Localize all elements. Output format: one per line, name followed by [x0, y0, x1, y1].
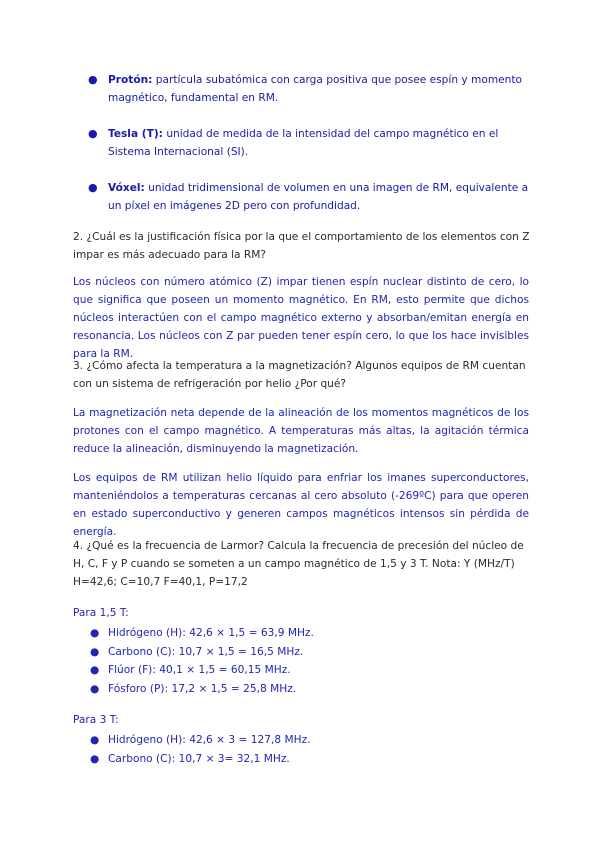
- bullet-icon: ●: [90, 627, 100, 639]
- answer-2: Los núcleos con número atómico (Z) impar tienen espín nuclear distinto de cero, lo que significa que poseen un momento magnético. En RM, esto permite que dichos núcleos interactúen con el campo magnético externo y absorban/emitan energía en resonancia. Los núcleos con Z par pueden tener espín cero, lo que los hace invisibles para la RM.: [73, 276, 529, 360]
- definition-text: unidad de medida de la intensidad del campo magnético en el Sistema Internacional (SI).: [108, 128, 499, 158]
- calc-text: Fósforo (P): 17,2 × 1,5 = 25,8 MHz.: [108, 682, 297, 695]
- definition-item: [88, 71, 530, 107]
- field-3t-heading: Para 3 T:: [73, 714, 119, 726]
- answer-3-paragraph-1: La magnetización neta depende de la alineación de los momentos magnéticos de los protones con el campo magnético. A temperaturas más altas, la agitación térmica reduce la alineación, disminuyendo la magnetización.: [73, 407, 529, 455]
- definitions-list: [88, 71, 530, 233]
- bullet-icon: ●: [90, 682, 100, 695]
- list-item: [90, 624, 390, 643]
- question-2: 2. ¿Cuál es la justificación física por la que el comportamiento de los elementos con Z impar es más adecuado para la RM?: [73, 231, 530, 261]
- bullet-icon: ●: [90, 664, 100, 676]
- answer-3-paragraph-2: Los equipos de RM utilizan helio líquido para enfriar los imanes superconductores, manteniéndolos a temperaturas cercanas al cero absoluto (-269ºC) para que operen en estado superconductivo y generen campos magnéticos intensos sin pérdida de energía.: [73, 472, 529, 538]
- bullet-icon: ●: [90, 645, 100, 658]
- field-3t-list: [90, 731, 390, 768]
- calc-text: Flúor (F): 40,1 × 1,5 = 60,15 MHz.: [108, 664, 291, 676]
- bullet-icon: ●: [90, 734, 100, 746]
- definition-term: Protón:: [108, 74, 153, 86]
- definition-term: Vóxel:: [108, 182, 145, 194]
- calc-text: Carbono (C): 10,7 × 1,5 = 16,5 MHz.: [108, 645, 304, 658]
- list-item: [90, 680, 390, 699]
- definition-text: unidad tridimensional de volumen en una imagen de RM, equivalente a un píxel en imágenes 2D pero con profundidad.: [108, 182, 529, 212]
- list-item: [90, 750, 390, 769]
- calc-text: Hidrógeno (H): 42,6 × 1,5 = 63,9 MHz.: [108, 627, 314, 639]
- bullet-icon: ●: [88, 127, 98, 140]
- list-item: [90, 643, 390, 662]
- question-4: 4. ¿Qué es la frecuencia de Larmor? Calcula la frecuencia de precesión del núcleo de H, C, F y P cuando se someten a un campo magnético de 1,5 y 3 T. Nota: Υ (MHz/T) H=42,6; C=10,7 F=40,1, P=17,2: [73, 540, 524, 588]
- calc-text: Hidrógeno (H): 42,6 × 3 = 127,8 MHz.: [108, 734, 311, 746]
- bullet-icon: ●: [88, 181, 98, 194]
- definition-item: [88, 179, 530, 215]
- list-item: [90, 661, 390, 680]
- field-1-5t-heading: Para 1,5 T:: [73, 607, 129, 619]
- bullet-icon: ●: [88, 73, 98, 86]
- definition-term: Tesla (T):: [108, 128, 163, 140]
- definition-item: [88, 125, 530, 161]
- field-1-5t-list: [90, 624, 390, 698]
- list-item: [90, 731, 390, 750]
- bullet-icon: ●: [90, 752, 100, 765]
- question-3: 3. ¿Cómo afecta la temperatura a la magnetización? Algunos equipos de RM cuentan con un sistema de refrigeración por helio ¿Por qué?: [73, 360, 526, 390]
- calc-text: Carbono (C): 10,7 × 3= 32,1 MHz.: [108, 752, 290, 765]
- definition-text: partícula subatómica con carga positiva que posee espín y momento magnético, fundamental en RM.: [108, 74, 523, 104]
